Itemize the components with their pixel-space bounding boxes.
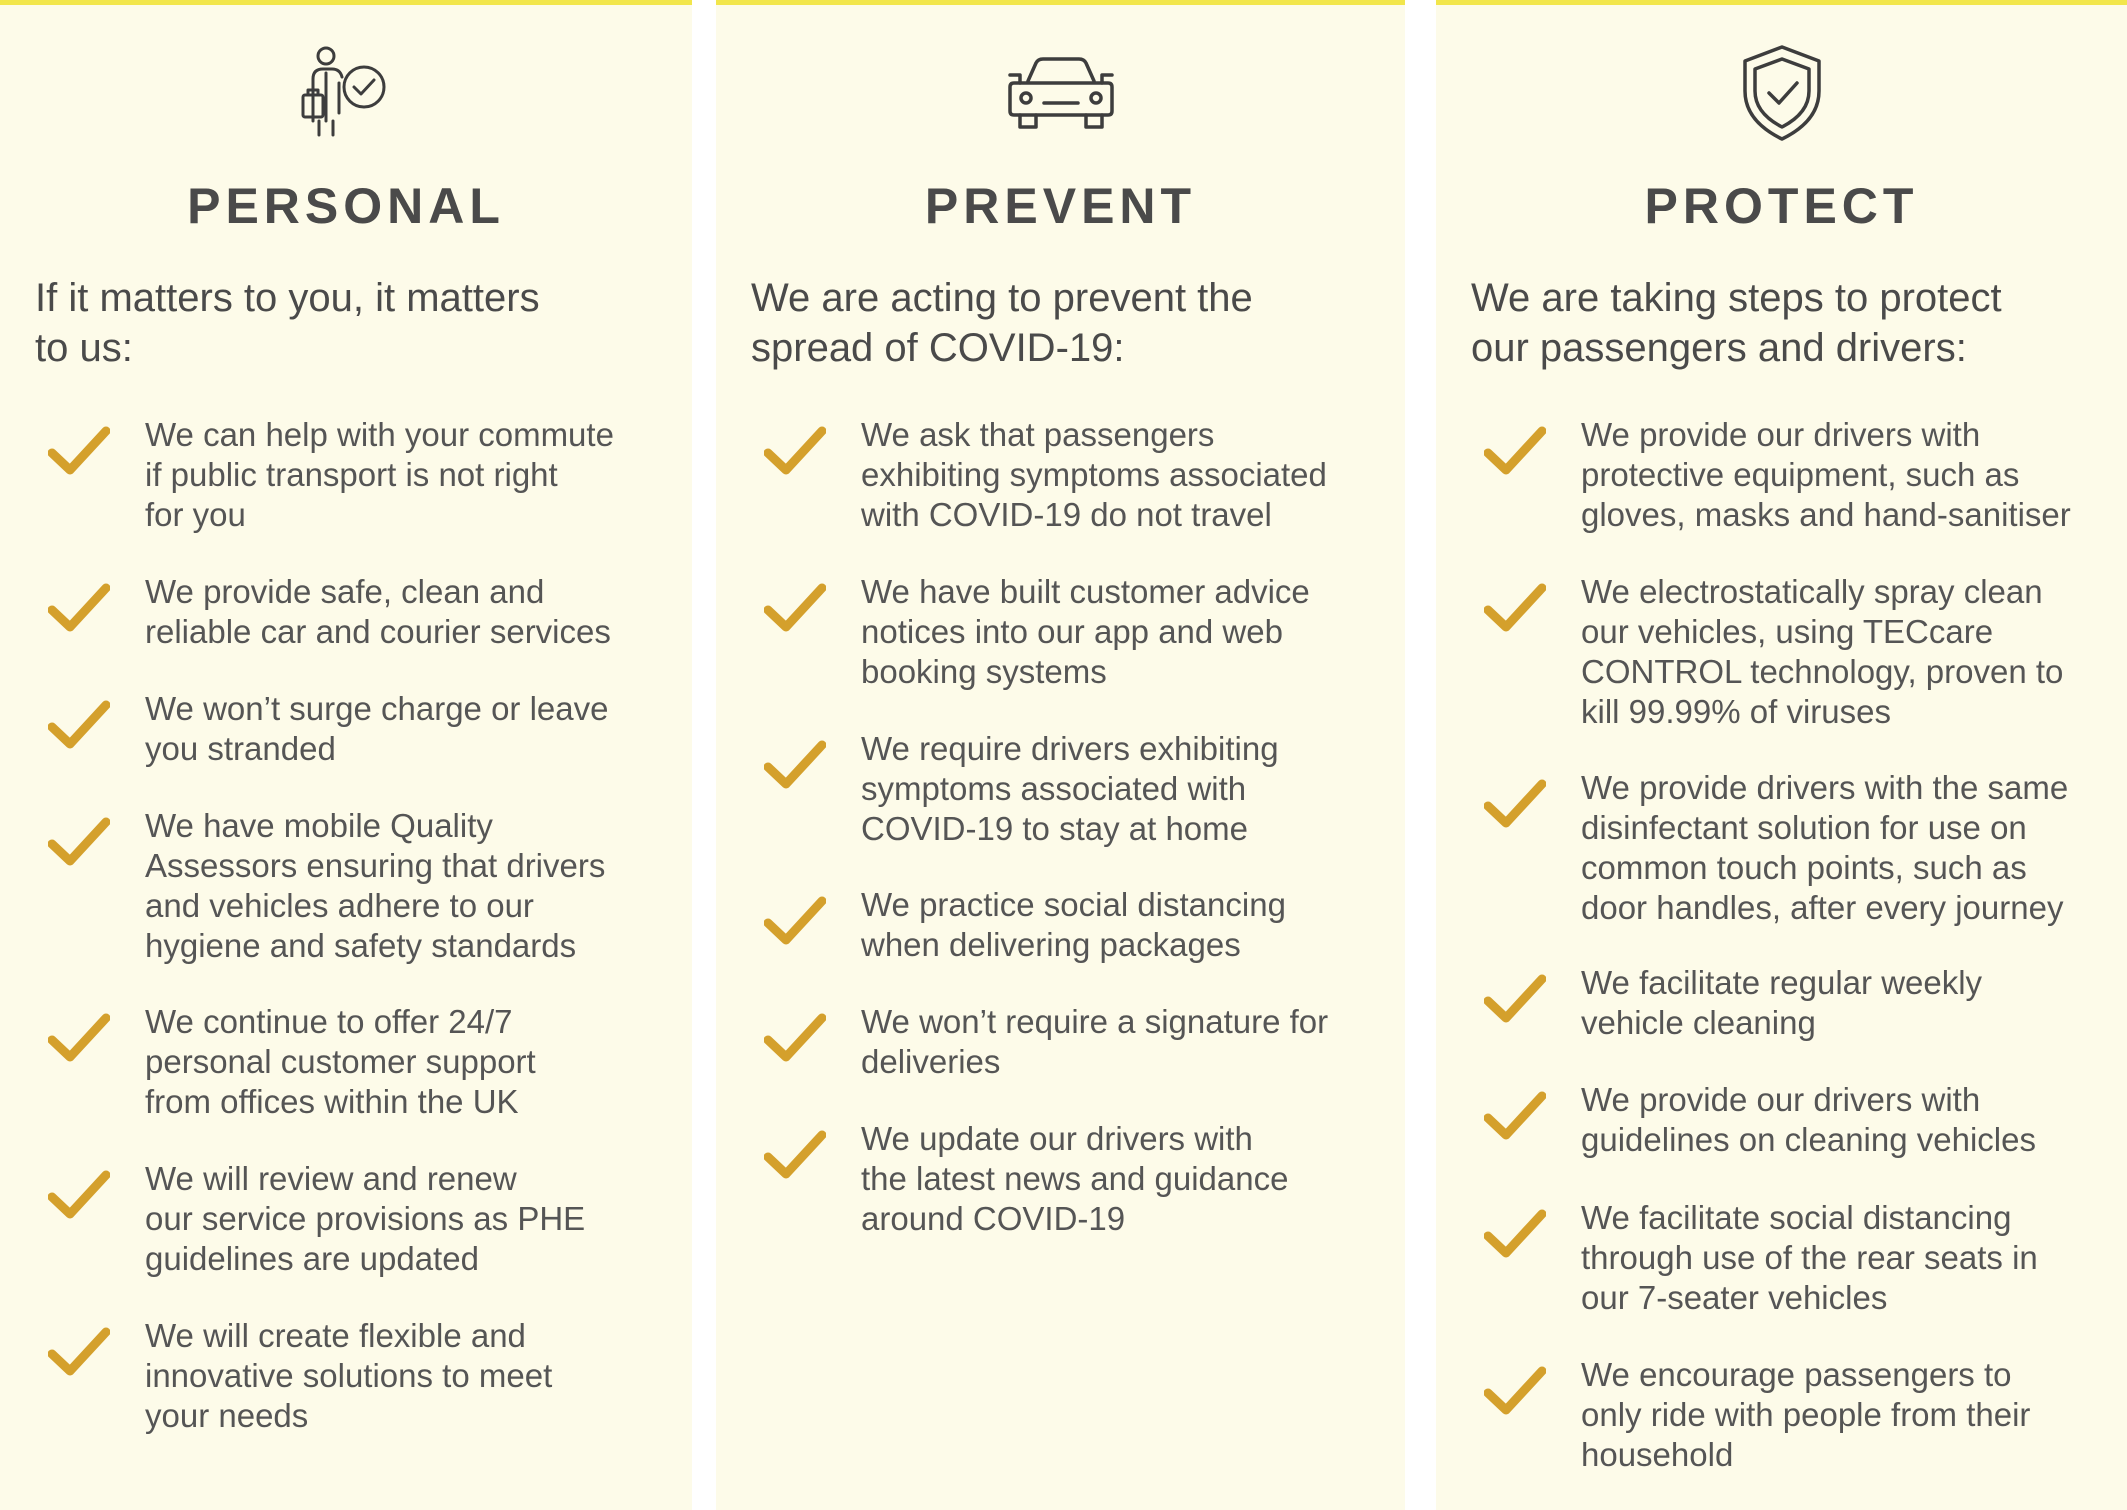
list-item-text: We encourage passengers to only ride with people from their household [1581, 1356, 2031, 1473]
checkmark-icon [48, 1169, 110, 1221]
list-item-text: We have mobile Quality Assessors ensuring that drivers and vehicles adhere to our hygiene and safety standards [145, 807, 606, 964]
checkmark-icon [764, 739, 826, 791]
checkmark-icon [48, 699, 110, 751]
list-item-text: We provide drivers with the same disinfectant solution for use on common touch points, such as door handles, after every journey [1581, 769, 2069, 926]
list-item-text: We continue to offer 24/7 personal customer support from offices within the UK [145, 1003, 536, 1120]
person-with-check-icon [0, 43, 692, 143]
column-title: PREVENT [924, 178, 1197, 234]
checkmark-icon [1484, 1365, 1546, 1417]
shield-check-icon [1436, 43, 2127, 143]
car-icon [716, 43, 1405, 143]
list-item-text: We provide our drivers with guidelines on cleaning vehicles [1581, 1081, 2036, 1158]
column-protect [1436, 0, 2127, 1510]
list-item-text: We provide safe, clean and reliable car and courier services [145, 573, 611, 650]
list-item-text: We can help with your commute if public transport is not right for you [145, 416, 614, 533]
list-item-text: We facilitate regular weekly vehicle cleaning [1581, 964, 1983, 1041]
checkmark-icon [764, 1129, 826, 1181]
checkmark-icon [764, 895, 826, 947]
checkmark-icon [1484, 425, 1546, 477]
list-item-text: We ask that passengers exhibiting symptoms associated with COVID-19 do not travel [861, 416, 1327, 533]
list-item-text: We won’t surge charge or leave you stranded [145, 690, 609, 767]
checkmark-icon [48, 1012, 110, 1064]
column-lead: If it matters to you, it matters to us: [35, 276, 540, 370]
list-item-text: We facilitate social distancing through use of the rear seats in our 7-seater vehicles [1581, 1199, 2038, 1316]
column-prevent [716, 0, 1405, 1510]
list-item-text: We require drivers exhibiting symptoms associated with COVID-19 to stay at home [861, 730, 1279, 847]
checkmark-icon [1484, 1208, 1546, 1260]
column-lead: We are acting to prevent the spread of COVID-19: [751, 276, 1253, 370]
checkmark-icon [1484, 1090, 1546, 1142]
list-item-text: We provide our drivers with protective equipment, such as gloves, masks and hand-sanitiser [1581, 416, 2071, 533]
checkmark-icon [764, 1012, 826, 1064]
checkmark-icon [764, 582, 826, 634]
checkmark-icon [48, 582, 110, 634]
list-item-text: We electrostatically spray clean our vehicles, using TECcare CONTROL technology, proven to kill 99.99% of viruses [1581, 573, 2064, 730]
column-lead: We are taking steps to protect our passengers and drivers: [1471, 276, 2002, 370]
list-item-text: We have built customer advice notices into our app and web booking systems [861, 573, 1310, 690]
column-title: PROTECT [1644, 178, 1919, 234]
column-personal [0, 0, 692, 1510]
checkmark-icon [1484, 582, 1546, 634]
list-item-text: We practice social distancing when delivering packages [861, 886, 1286, 963]
list-item-text: We won’t require a signature for deliveries [861, 1003, 1329, 1080]
checkmark-icon [764, 425, 826, 477]
checkmark-icon [1484, 973, 1546, 1025]
checkmark-icon [48, 816, 110, 868]
checkmark-icon [48, 1326, 110, 1378]
list-item-text: We will review and renew our service provisions as PHE guidelines are updated [145, 1160, 586, 1277]
checkmark-icon [1484, 778, 1546, 830]
list-item-text: We update our drivers with the latest news and guidance around COVID-19 [861, 1120, 1289, 1237]
checkmark-icon [48, 425, 110, 477]
list-item-text: We will create flexible and innovative solutions to meet your needs [145, 1317, 553, 1434]
column-title: PERSONAL [187, 178, 505, 234]
